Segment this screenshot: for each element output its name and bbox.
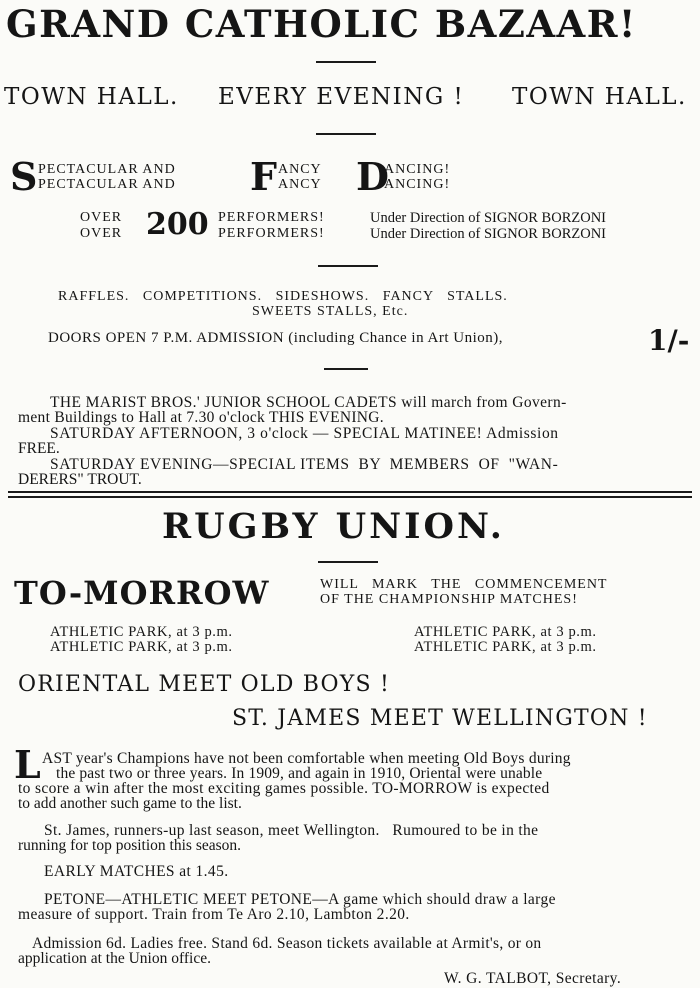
para2-line-2: running for top position this season. [18, 837, 242, 854]
venue-right: TOWN HALL. [512, 84, 687, 110]
divider [318, 561, 378, 563]
direction: Under Direction of SIGNOR BORZONI Under Direction of SIGNOR BORZONI [370, 210, 606, 242]
para2-line-1: St. James, runners-up last season, meet Wellington. Rumoured to be in the [44, 822, 539, 839]
dancing-b: ANCY ANCY [278, 162, 322, 192]
match-st-james-wellington: ST. JAMES MEET WELLINGTON ! [232, 706, 648, 731]
section-divider [8, 496, 692, 498]
venue-center: EVERY EVENING ! [218, 84, 465, 110]
match-oriental-old-boys: ORIENTAL MEET OLD BOYS ! [18, 672, 390, 697]
performers-label: PERFORMERS! PERFORMERS! [218, 210, 325, 241]
attractions-line-2: SWEETS STALLS, Etc. [252, 304, 409, 319]
dancing-c: ANCING! ANCING! [384, 162, 451, 192]
para1-line-4: to add another such game to the list. [18, 795, 242, 812]
cadets-line-2: ment Buildings to Hall at 7.30 o'clock THIS EVENING. [18, 409, 384, 426]
admission-price: 1/- [648, 324, 690, 357]
section-divider [8, 491, 692, 493]
admission-line-1: Admission 6d. Ladies free. Stand 6d. Season tickets available at Armit's, or on [32, 935, 542, 952]
matinee-line-1: SATURDAY AFTERNOON, 3 o'clock — SPECIAL MATINEE! Admission [50, 425, 559, 442]
will-mark-line-1: WILL MARK THE COMMENCEMENT [320, 577, 608, 592]
divider [324, 368, 368, 370]
dancing-a: PECTACULAR AND PECTACULAR AND [38, 162, 176, 192]
para1-line-1: AST year's Champions have not been comfortable when meeting Old Boys during [42, 750, 571, 767]
admission-line-2: application at the Union office. [18, 950, 211, 967]
para1-line-3: to score a win after the most exciting games possible. TO-MORROW is expected [18, 780, 550, 797]
petone-line-1: PETONE—ATHLETIC MEET PETONE—A game which should draw a large [44, 891, 556, 908]
drop-cap-f: F [250, 154, 277, 199]
cadets-line-1: THE MARIST BROS.' JUNIOR SCHOOL CADETS will march from Govern- [50, 394, 567, 411]
over-label: OVER OVER [80, 210, 123, 241]
tomorrow-heading: TO-MORROW [14, 574, 270, 612]
venue-left: TOWN HALL. [4, 84, 179, 110]
early-matches: EARLY MATCHES at 1.45. [44, 863, 229, 880]
petone-line-2: measure of support. Train from Te Aro 2.10, Lambton 2.20. [18, 906, 410, 923]
rugby-title: RUGBY UNION. [162, 506, 505, 547]
matinee-line-2: FREE. [18, 440, 60, 457]
attractions-line-1: RAFFLES. COMPETITIONS. SIDESHOWS. FANCY STALLS. [58, 289, 508, 304]
drop-cap-s: S [10, 154, 38, 199]
park-right: ATHLETIC PARK, at 3 p.m. ATHLETIC PARK, at 3 p.m. [414, 624, 597, 655]
drop-cap-d: D [356, 154, 389, 199]
divider [316, 61, 376, 63]
park-left: ATHLETIC PARK, at 3 p.m. ATHLETIC PARK, at 3 p.m. [50, 624, 233, 655]
will-mark-line-2: OF THE CHAMPIONSHIP MATCHES! [320, 592, 578, 607]
doors-line: DOORS OPEN 7 P.M. ADMISSION (including Chance in Art Union), [48, 330, 504, 346]
drop-cap-l: L [14, 742, 41, 787]
para1-line-2: the past two or three years. In 1909, and again in 1910, Oriental were unable [56, 765, 543, 782]
evening-line-1: SATURDAY EVENING—SPECIAL ITEMS BY MEMBERS OF "WAN- [50, 456, 559, 473]
signature: W. G. TALBOT, Secretary. [444, 970, 622, 987]
divider [318, 265, 378, 267]
bazaar-title: GRAND CATHOLIC BAZAAR! [6, 2, 637, 46]
divider [316, 133, 376, 135]
performers-number: 200 [146, 207, 209, 242]
evening-line-2: DERERS" TROUT. [18, 471, 142, 488]
